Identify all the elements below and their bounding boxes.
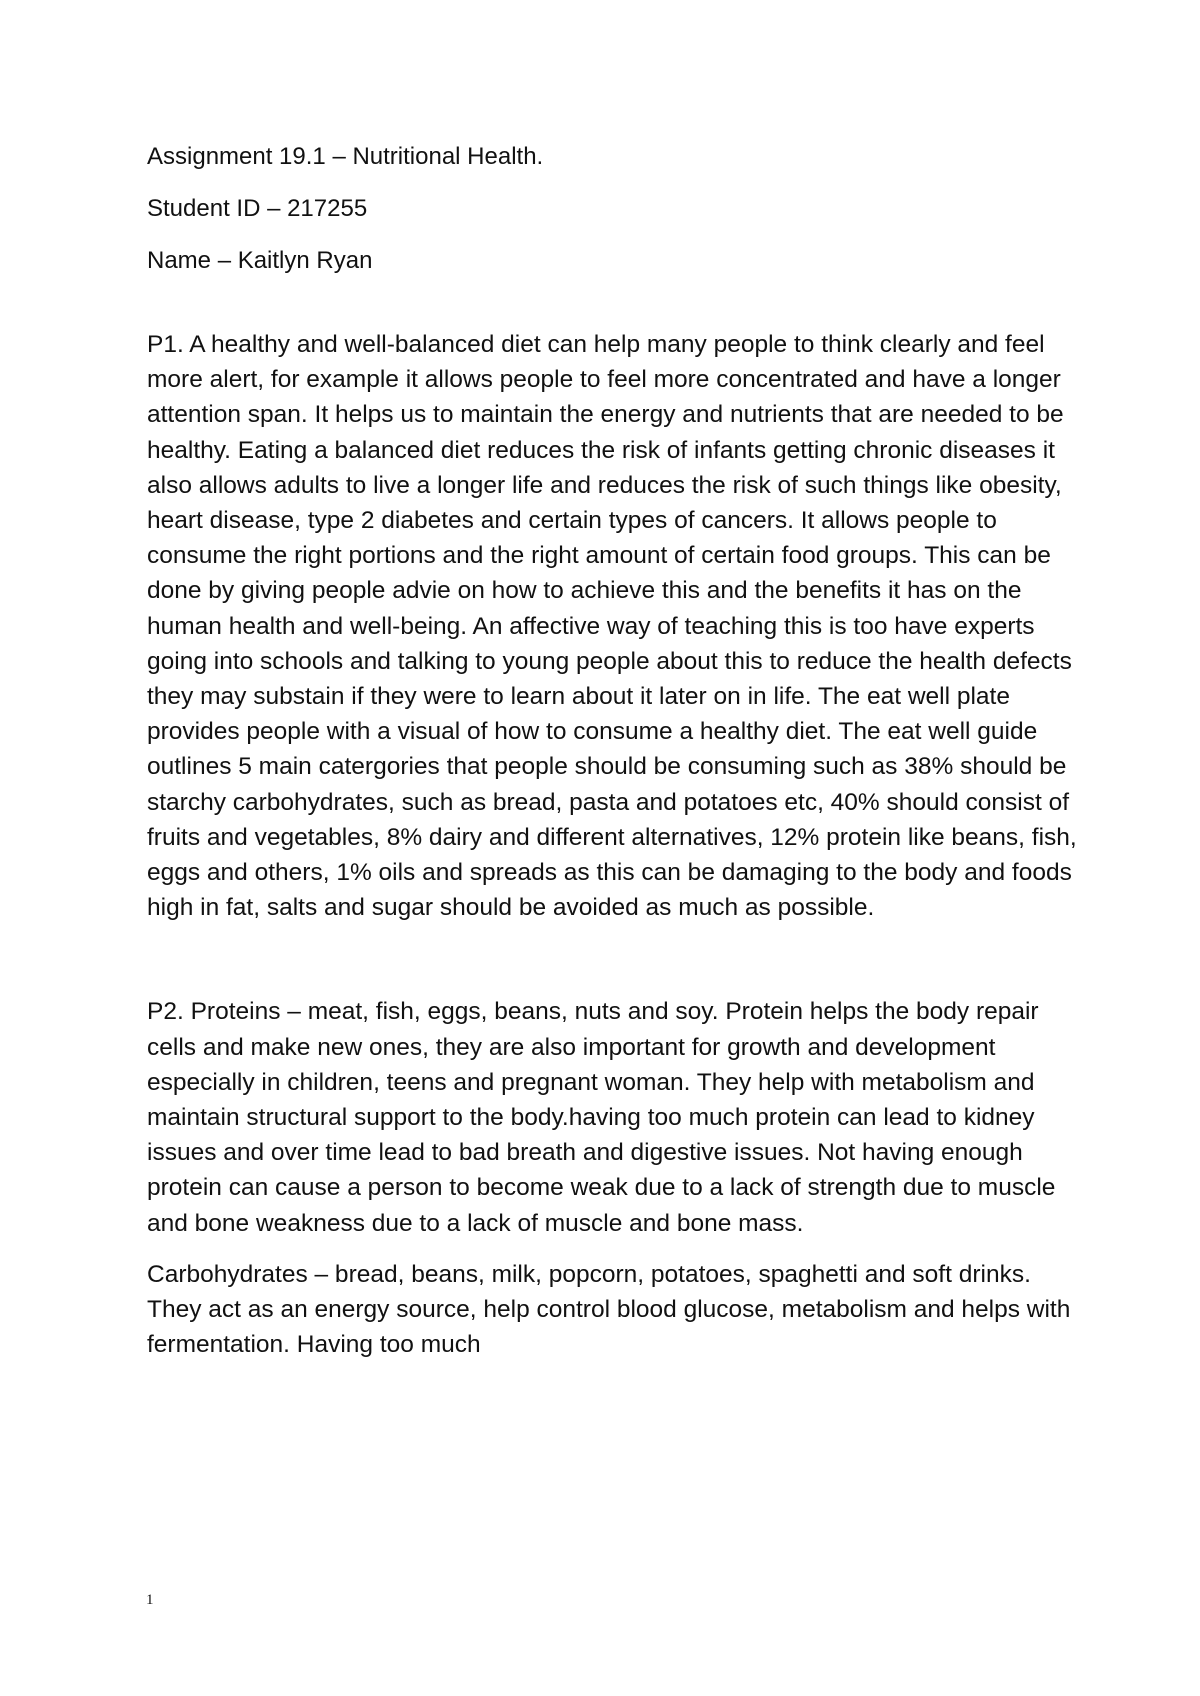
student-name: Name – Kaitlyn Ryan: [147, 247, 373, 274]
document-body: [147, 143, 1077, 1362]
paragraph-p2: P2. Proteins – meat, fish, eggs, beans, nuts and soy. Protein helps the body repair cells and make new ones, they are also important for growth and development especially in children, teens and pregnant woman. They help with metabolism and maintain structural support to the body.having too much protein can lead to kidney issues and over time lead to bad breath and digestive issues. Not having enough protein can cause a person to become weak due to a lack of strength due to muscle and bone weakness due to a lack of muscle and bone mass.: [147, 998, 1056, 1237]
paragraph-carbohydrates: Carbohydrates – bread, beans, milk, popcorn, potatoes, spaghetti and soft drinks. They act as an energy source, help control blood glucose, metabolism and helps with fermentation. Having too much: [147, 1260, 1071, 1359]
assignment-title: Assignment 19.1 – Nutritional Health.: [147, 143, 544, 170]
student-id: Student ID – 217255: [147, 195, 368, 222]
paragraph-p1: P1. A healthy and well-balanced diet can help many people to think clearly and feel more alert, for example it allows people to feel more concentrated and have a longer attention span. It helps us to maintain the energy and nutrients that are needed to be healthy. Eating a balanced diet reduces the risk of infants getting chronic diseases it also allows adults to live a longer life and reduces the risk of such things like obesity, heart disease, type 2 diabetes and certain types of cancers. It allows people to consume the right portions and the right amount of certain food groups. This can be done by giving people advie on how to achieve this and the benefits it has on the human health and well-being. An affective way of teaching this is too have experts going into schools and talking to young people about this to reduce the health defects they may substain if they were to learn about it later on in life. The eat well plate provides people with a visual of how to consume a healthy diet. The eat well guide outlines 5 main catergories that people should be consuming such as 38% should be starchy carbohydrates, such as bread, pasta and potatoes etc, 40% should consist of fruits and vegetables, 8% dairy and different alternatives, 12% protein like beans, fish, eggs and others, 1% oils and spreads as this can be damaging to the body and foods high in fat, salts and sugar should be avoided as much as possible.: [147, 331, 1077, 922]
page-number: 1: [146, 1592, 154, 1608]
